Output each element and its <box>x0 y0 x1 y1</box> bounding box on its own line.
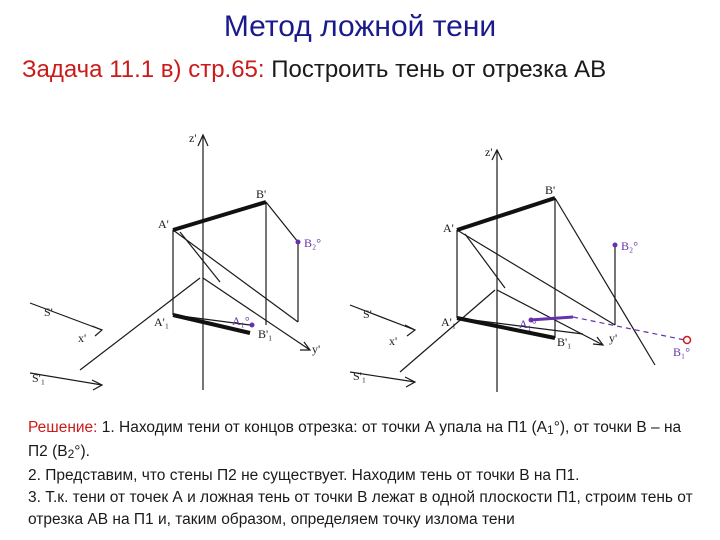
false-shadow-point <box>684 337 691 344</box>
solution-label: Решение: <box>28 419 98 436</box>
label-x: x' <box>389 334 398 348</box>
label-x: x' <box>78 331 87 345</box>
label-b1: B'₁ <box>557 335 572 349</box>
figure-left-drawing <box>10 120 340 395</box>
label-a1: A'₁ <box>154 315 170 329</box>
label-a-prime: A' <box>158 217 169 231</box>
solution-step-1: Решение: 1. Находим тени от концов отрезка: от точки А упала на П1 (А1°), от точки В – на П2 (В2°). <box>28 419 682 461</box>
label-s1: S'₁ <box>353 369 367 383</box>
label-b1: B'₁ <box>258 327 273 341</box>
solution-step-3: 3. Т.к. тени от точек А и ложная тень от точки В лежат в одной плоскости П1, строим тень от отрезка АВ на П1 и, таким образом, определяем точку излома тени <box>28 489 693 528</box>
label-y: y' <box>312 342 321 356</box>
solution-text <box>28 417 700 531</box>
task-reference: Задача 11.1 в) стр.65: <box>22 56 265 83</box>
label-a-shadow: A₁° <box>519 317 537 331</box>
label-b-false: B₁° <box>673 345 690 359</box>
label-a-prime: A' <box>443 221 454 235</box>
x-axis <box>80 278 200 370</box>
y-axis <box>203 278 310 350</box>
label-b-prime: B' <box>256 187 267 201</box>
label-z: z' <box>485 145 493 159</box>
task-statement <box>22 56 712 84</box>
label-a-shadow: A₁° <box>232 314 250 328</box>
shadow-point-b2 <box>296 240 301 245</box>
shadow-point-a1 <box>250 323 255 328</box>
figure-right-drawing <box>345 120 700 395</box>
label-z: z' <box>189 131 197 145</box>
segment-ab-frontal <box>457 198 555 230</box>
label-s-prime: S' <box>363 307 372 321</box>
label-s-prime: S' <box>44 305 53 319</box>
solution-step-2: 2. Представим, что стены П2 не существует. Находим тень от точки В на П1. <box>28 467 580 484</box>
label-b-prime: B' <box>545 183 556 197</box>
label-y: y' <box>609 331 618 345</box>
label-a1: A'₁ <box>441 315 457 329</box>
slide-title: Метод ложной тени <box>223 10 497 43</box>
task-text: Построить тень от отрезка АВ <box>264 56 607 83</box>
label-s1: S'₁ <box>32 371 46 385</box>
label-b-shadow: B₂° <box>621 239 638 253</box>
segment-ab-frontal <box>173 202 266 230</box>
label-b-shadow: B₂° <box>304 236 321 250</box>
